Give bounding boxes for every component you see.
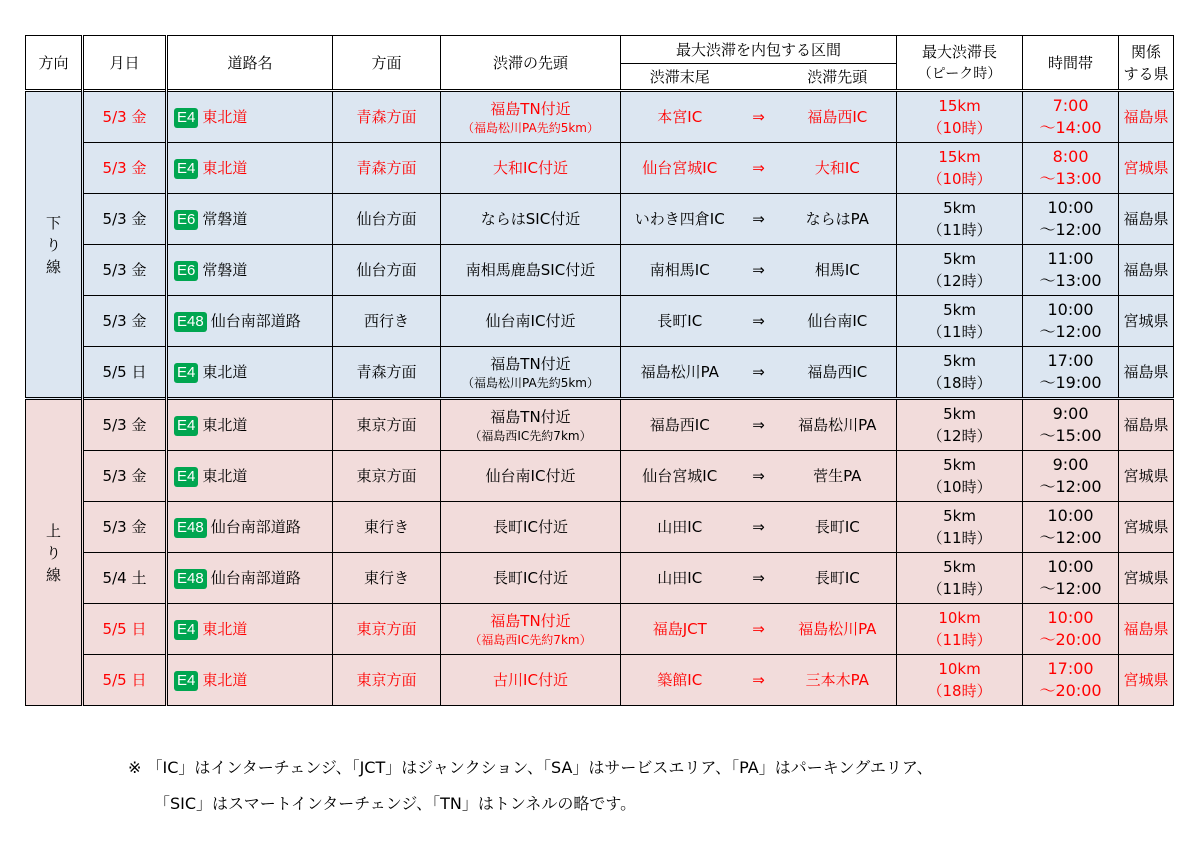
- jam-head-main: 福島TN付近: [490, 355, 571, 373]
- head-cell: 福島松川PA: [779, 399, 897, 451]
- route-number-badge: E48: [174, 312, 207, 332]
- arrow-icon: ⇒: [739, 245, 779, 296]
- route-number-badge: E4: [174, 620, 198, 640]
- jam-head-cell: [441, 502, 621, 553]
- time-start: 7:00: [1052, 96, 1089, 115]
- time-end: ～15:00: [1039, 426, 1102, 445]
- jam-head-note: （福島松川PA先約5km）: [462, 376, 599, 390]
- header-date: 月日: [83, 36, 167, 91]
- road-name: 仙台南部道路: [210, 312, 301, 330]
- peak-time: （18時）: [927, 374, 992, 392]
- time-cell: [1023, 245, 1119, 296]
- time-start: 9:00: [1052, 404, 1089, 423]
- jam-head-cell: [441, 194, 621, 245]
- footnote-line2: 「SIC」はスマートインターチェンジ、「TN」はトンネルの略です。: [154, 794, 637, 813]
- max-length-value: 5km: [943, 250, 976, 268]
- time-end: ～12:00: [1039, 477, 1102, 496]
- jam-head-cell: [441, 296, 621, 347]
- max-length-value: 5km: [943, 301, 976, 319]
- jam-head-cell: [441, 91, 621, 143]
- time-start: 10:00: [1047, 300, 1094, 319]
- head-cell: ならはPA: [779, 194, 897, 245]
- road-name: 東北道: [202, 108, 248, 126]
- time-cell: [1023, 399, 1119, 451]
- date-cell: 5/3 金: [83, 194, 167, 245]
- header-direction: 方向: [26, 36, 83, 91]
- road-name: 東北道: [202, 416, 248, 434]
- tail-cell: 築館IC: [621, 655, 739, 706]
- head-cell: 福島西IC: [779, 91, 897, 143]
- table-row: [26, 604, 1174, 655]
- route-number-badge: E4: [174, 363, 198, 383]
- max-length-value: 10km: [938, 660, 981, 678]
- jam-head-main: 大和IC付近: [493, 159, 568, 177]
- time-start: 9:00: [1052, 455, 1089, 474]
- peak-time: （11時）: [927, 529, 992, 547]
- tail-cell: 仙台宮城IC: [621, 451, 739, 502]
- date-cell: 5/5 日: [83, 604, 167, 655]
- time-cell: [1023, 655, 1119, 706]
- route-number-badge: E6: [174, 210, 198, 230]
- prefecture-cell: 宮城県: [1119, 502, 1174, 553]
- tail-cell: 長町IC: [621, 296, 739, 347]
- time-start: 11:00: [1047, 249, 1094, 268]
- bound-cell: 東行き: [333, 553, 441, 604]
- jam-head-cell: [441, 604, 621, 655]
- arrow-icon: ⇒: [739, 296, 779, 347]
- time-end: ～12:00: [1039, 322, 1102, 341]
- road-name: 仙台南部道路: [210, 518, 301, 536]
- jam-head-cell: [441, 143, 621, 194]
- peak-time: （11時）: [927, 580, 992, 598]
- max-length-value: 15km: [938, 148, 981, 166]
- time-start: 8:00: [1052, 147, 1089, 166]
- time-start: 10:00: [1047, 198, 1094, 217]
- time-cell: [1023, 347, 1119, 399]
- jam-head-cell: [441, 553, 621, 604]
- head-cell: 長町IC: [779, 502, 897, 553]
- direction-down: [26, 91, 83, 399]
- max-length-cell: [897, 194, 1023, 245]
- max-length-value: 5km: [943, 507, 976, 525]
- prefecture-cell: 福島県: [1119, 347, 1174, 399]
- bound-cell: 青森方面: [333, 143, 441, 194]
- max-length-value: 5km: [943, 558, 976, 576]
- header-prefecture: [1119, 36, 1174, 91]
- max-length-cell: [897, 245, 1023, 296]
- arrow-icon: ⇒: [739, 194, 779, 245]
- time-cell: [1023, 604, 1119, 655]
- time-end: ～13:00: [1039, 271, 1102, 290]
- time-cell: [1023, 553, 1119, 604]
- road-cell: [167, 245, 333, 296]
- footnote: [128, 750, 933, 822]
- bound-cell: 仙台方面: [333, 194, 441, 245]
- peak-time: （10時）: [927, 119, 992, 137]
- date-cell: 5/4 土: [83, 553, 167, 604]
- bound-cell: 東京方面: [333, 604, 441, 655]
- time-end: ～12:00: [1039, 579, 1102, 598]
- prefecture-cell: 宮城県: [1119, 296, 1174, 347]
- prefecture-cell: 宮城県: [1119, 655, 1174, 706]
- road-name: 常磐道: [202, 210, 248, 228]
- head-cell: 長町IC: [779, 553, 897, 604]
- road-name: 東北道: [202, 159, 248, 177]
- table-row: [26, 296, 1174, 347]
- bound-cell: 東京方面: [333, 399, 441, 451]
- prefecture-cell: 福島県: [1119, 91, 1174, 143]
- max-length-value: 10km: [938, 609, 981, 627]
- prefecture-cell: 福島県: [1119, 604, 1174, 655]
- max-length-cell: [897, 502, 1023, 553]
- table-row: [26, 91, 1174, 143]
- road-name: 常磐道: [202, 261, 248, 279]
- jam-head-cell: [441, 451, 621, 502]
- peak-time: （12時）: [927, 427, 992, 445]
- road-cell: [167, 296, 333, 347]
- route-number-badge: E4: [174, 467, 198, 487]
- max-length-value: 5km: [943, 352, 976, 370]
- max-length-cell: [897, 399, 1023, 451]
- table-row: [26, 399, 1174, 451]
- max-length-cell: [897, 553, 1023, 604]
- jam-head-note: （福島西IC先約7km）: [469, 633, 592, 647]
- direction-char: 下: [45, 213, 61, 232]
- direction-char: 上: [45, 521, 61, 540]
- tail-cell: 本宮IC: [621, 91, 739, 143]
- table-row: [26, 143, 1174, 194]
- time-end: ～20:00: [1039, 630, 1102, 649]
- tail-cell: 山田IC: [621, 553, 739, 604]
- date-cell: 5/3 金: [83, 399, 167, 451]
- congestion-table: [25, 35, 1174, 706]
- table-row: [26, 347, 1174, 399]
- jam-head-main: 長町IC付近: [493, 518, 568, 536]
- peak-time: （12時）: [927, 272, 992, 290]
- jam-head-cell: [441, 245, 621, 296]
- max-length-value: 5km: [943, 405, 976, 423]
- time-cell: [1023, 296, 1119, 347]
- peak-time: （18時）: [927, 682, 992, 700]
- road-cell: [167, 143, 333, 194]
- direction-up: [26, 399, 83, 706]
- jam-head-main: 南相馬鹿島SIC付近: [465, 261, 596, 279]
- road-cell: [167, 604, 333, 655]
- max-length-value: 15km: [938, 97, 981, 115]
- time-end: ～12:00: [1039, 220, 1102, 239]
- date-cell: 5/3 金: [83, 502, 167, 553]
- prefecture-cell: 福島県: [1119, 194, 1174, 245]
- peak-time: （11時）: [927, 631, 992, 649]
- head-cell: 仙台南IC: [779, 296, 897, 347]
- jam-head-main: 福島TN付近: [490, 408, 571, 426]
- date-cell: 5/3 金: [83, 451, 167, 502]
- road-cell: [167, 655, 333, 706]
- tail-cell: 福島松川PA: [621, 347, 739, 399]
- prefecture-cell: 宮城県: [1119, 553, 1174, 604]
- road-name: 東北道: [202, 363, 248, 381]
- header-road: 道路名: [167, 36, 333, 91]
- tail-cell: 福島西IC: [621, 399, 739, 451]
- route-number-badge: E4: [174, 159, 198, 179]
- arrow-icon: ⇒: [739, 451, 779, 502]
- prefecture-cell: 宮城県: [1119, 143, 1174, 194]
- table-row: [26, 502, 1174, 553]
- prefecture-cell: 福島県: [1119, 245, 1174, 296]
- head-cell: 菅生PA: [779, 451, 897, 502]
- footnote-line1: ※ 「IC」はインターチェンジ、「JCT」はジャンクション、「SA」はサービスエリア、「PA」はパーキングエリア、: [128, 758, 933, 777]
- time-start: 10:00: [1047, 608, 1094, 627]
- route-number-badge: E4: [174, 671, 198, 691]
- max-length-cell: [897, 143, 1023, 194]
- tail-cell: 南相馬IC: [621, 245, 739, 296]
- table-row: [26, 451, 1174, 502]
- header-tail: 渋滞末尾: [621, 64, 739, 91]
- road-cell: [167, 91, 333, 143]
- arrow-icon: ⇒: [739, 143, 779, 194]
- route-number-badge: E48: [174, 518, 207, 538]
- road-name: 東北道: [202, 620, 248, 638]
- date-cell: 5/5 日: [83, 655, 167, 706]
- bound-cell: 東京方面: [333, 451, 441, 502]
- arrow-icon: ⇒: [739, 502, 779, 553]
- jam-head-main: 福島TN付近: [490, 612, 571, 630]
- jam-head-main: 福島TN付近: [490, 100, 571, 118]
- head-cell: 福島西IC: [779, 347, 897, 399]
- header-prefecture-line1: 関係: [1131, 42, 1162, 61]
- bound-cell: 東京方面: [333, 655, 441, 706]
- peak-time: （11時）: [927, 221, 992, 239]
- header-max-length-line2: （ピーク時）: [917, 65, 1002, 82]
- time-cell: [1023, 451, 1119, 502]
- upbound-rows: [26, 399, 1174, 706]
- tail-cell: いわき四倉IC: [621, 194, 739, 245]
- arrow-icon: ⇒: [739, 399, 779, 451]
- date-cell: 5/3 金: [83, 296, 167, 347]
- peak-time: （10時）: [927, 478, 992, 496]
- time-end: ～19:00: [1039, 373, 1102, 392]
- arrow-icon: ⇒: [739, 655, 779, 706]
- time-end: ～14:00: [1039, 118, 1102, 137]
- jam-head-main: 仙台南IC付近: [485, 467, 576, 485]
- bound-cell: 青森方面: [333, 347, 441, 399]
- max-length-cell: [897, 296, 1023, 347]
- direction-char: り: [45, 543, 61, 562]
- time-cell: [1023, 502, 1119, 553]
- bound-cell: 仙台方面: [333, 245, 441, 296]
- head-cell: 大和IC: [779, 143, 897, 194]
- road-cell: [167, 194, 333, 245]
- table-row: [26, 194, 1174, 245]
- time-end: ～12:00: [1039, 528, 1102, 547]
- time-start: 17:00: [1047, 659, 1094, 678]
- road-name: 東北道: [202, 671, 248, 689]
- time-cell: [1023, 143, 1119, 194]
- date-cell: 5/5 日: [83, 347, 167, 399]
- date-cell: 5/3 金: [83, 245, 167, 296]
- table-row: [26, 655, 1174, 706]
- direction-char: 線: [45, 565, 61, 584]
- header-max-length-line1: 最大渋滞長: [922, 42, 998, 61]
- jam-head-cell: [441, 655, 621, 706]
- jam-head-main: 古川IC付近: [493, 671, 568, 689]
- direction-char: り: [45, 235, 61, 254]
- road-name: 仙台南部道路: [210, 569, 301, 587]
- max-length-cell: [897, 451, 1023, 502]
- route-number-badge: E4: [174, 416, 198, 436]
- prefecture-cell: 宮城県: [1119, 451, 1174, 502]
- table-header: [26, 36, 1174, 91]
- bound-cell: 青森方面: [333, 91, 441, 143]
- max-length-cell: [897, 91, 1023, 143]
- route-number-badge: E4: [174, 108, 198, 128]
- tail-cell: 山田IC: [621, 502, 739, 553]
- peak-time: （11時）: [927, 323, 992, 341]
- road-cell: [167, 502, 333, 553]
- header-bound: 方面: [333, 36, 441, 91]
- jam-head-main: ならはSIC付近: [480, 210, 581, 228]
- header-head: 渋滞先頭: [779, 64, 897, 91]
- time-cell: [1023, 194, 1119, 245]
- jam-head-main: 仙台南IC付近: [485, 312, 576, 330]
- time-end: ～13:00: [1039, 169, 1102, 188]
- max-length-cell: [897, 655, 1023, 706]
- jam-head-main: 長町IC付近: [493, 569, 568, 587]
- direction-char: 線: [45, 257, 61, 276]
- arrow-icon: ⇒: [739, 553, 779, 604]
- table-row: [26, 245, 1174, 296]
- time-start: 17:00: [1047, 351, 1094, 370]
- header-max-length: [897, 36, 1023, 91]
- route-number-badge: E6: [174, 261, 198, 281]
- date-cell: 5/3 金: [83, 91, 167, 143]
- table-row: [26, 553, 1174, 604]
- max-length-value: 5km: [943, 456, 976, 474]
- time-end: ～20:00: [1039, 681, 1102, 700]
- head-cell: 福島松川PA: [779, 604, 897, 655]
- arrow-icon: ⇒: [739, 347, 779, 399]
- prefecture-cell: 福島県: [1119, 399, 1174, 451]
- time-cell: [1023, 91, 1119, 143]
- road-name: 東北道: [202, 467, 248, 485]
- max-length-cell: [897, 347, 1023, 399]
- tail-cell: 仙台宮城IC: [621, 143, 739, 194]
- tail-cell: 福島JCT: [621, 604, 739, 655]
- route-number-badge: E48: [174, 569, 207, 589]
- road-cell: [167, 451, 333, 502]
- header-section: 最大渋滞を内包する区間: [621, 36, 897, 64]
- header-prefecture-line2: する県: [1123, 64, 1169, 83]
- peak-time: （10時）: [927, 170, 992, 188]
- jam-head-cell: [441, 347, 621, 399]
- jam-head-note: （福島西IC先約7km）: [469, 429, 592, 443]
- max-length-cell: [897, 604, 1023, 655]
- bound-cell: 東行き: [333, 502, 441, 553]
- header-jam-head: 渋滞の先頭: [441, 36, 621, 91]
- jam-head-note: （福島松川PA先約5km）: [462, 121, 599, 135]
- jam-head-cell: [441, 399, 621, 451]
- downbound-rows: [26, 91, 1174, 399]
- max-length-value: 5km: [943, 199, 976, 217]
- road-cell: [167, 553, 333, 604]
- date-cell: 5/3 金: [83, 143, 167, 194]
- header-arrow-spacer: [739, 64, 779, 91]
- bound-cell: 西行き: [333, 296, 441, 347]
- head-cell: 三本木PA: [779, 655, 897, 706]
- road-cell: [167, 347, 333, 399]
- arrow-icon: ⇒: [739, 91, 779, 143]
- road-cell: [167, 399, 333, 451]
- head-cell: 相馬IC: [779, 245, 897, 296]
- arrow-icon: ⇒: [739, 604, 779, 655]
- time-start: 10:00: [1047, 557, 1094, 576]
- header-time: 時間帯: [1023, 36, 1119, 91]
- time-start: 10:00: [1047, 506, 1094, 525]
